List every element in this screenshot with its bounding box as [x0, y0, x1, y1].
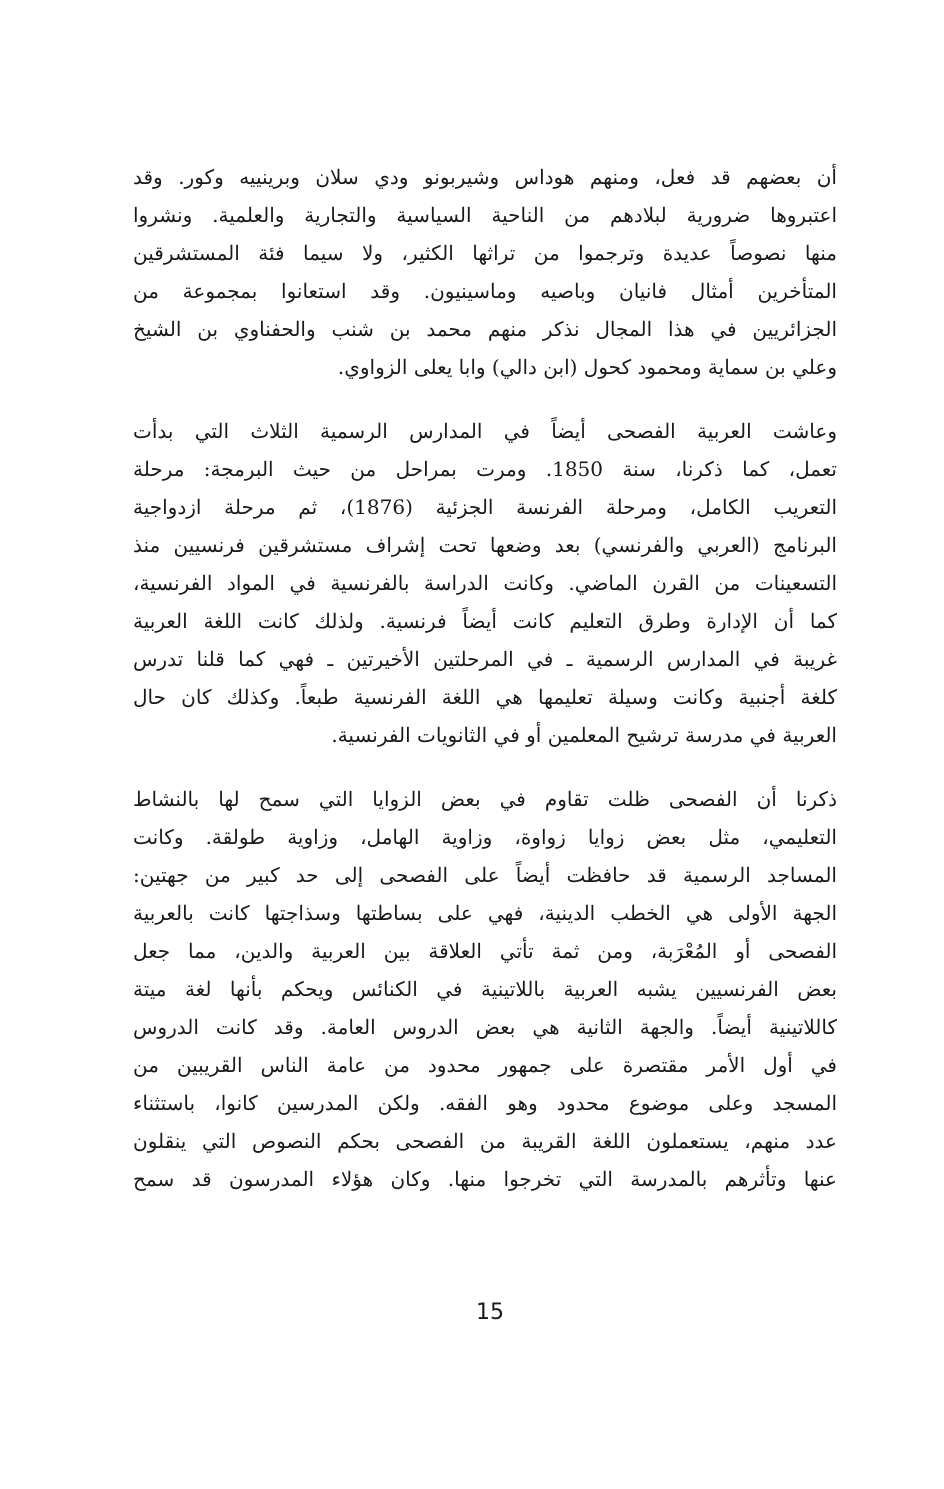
text-line: ذكرنا أن الفصحى ظلت تقاوم في بعض الزوايا التي سمح لها بالنشاط — [133, 787, 837, 811]
text-line: كلغة أجنبية وكانت وسيلة تعليمها هي اللغة الفرنسية طبعاً. وكذلك كان حال — [133, 685, 837, 709]
paragraph-3 — [133, 780, 837, 1198]
text-line: المتأخرين أمثال فانيان وباصيه وماسينيون. وقد استعانوا بمجموعة من — [133, 279, 837, 303]
text-line: بعض الفرنسيين يشبه العربية باللاتينية في الكنائس ويحكم بأنها لغة ميتة — [133, 977, 837, 1001]
paragraph-1 — [133, 158, 837, 386]
text-line: المساجد الرسمية قد حافظت أيضاً على الفصحى إلى حد كبير من جهتين: — [133, 863, 837, 887]
text-line: التعليمي، مثل بعض زوايا زواوة، وزاوية الهامل، وزاوية طولقة. وكانت — [133, 825, 837, 849]
text-line: العربية في مدرسة ترشيح المعلمين أو في الثانويات الفرنسية. — [331, 723, 837, 747]
text-line: منها نصوصاً عديدة وترجموا من تراثها الكثير، ولا سيما فئة المستشرقين — [133, 241, 837, 265]
text-line: كاللاتينية أيضاً. والجهة الثانية هي بعض الدروس العامة. وقد كانت الدروس — [133, 1015, 837, 1039]
text-line: وعاشت العربية الفصحى أيضاً في المدارس الرسمية الثلاث التي بدأت — [133, 419, 837, 443]
text-line: في أول الأمر مقتصرة على جمهور محدود من عامة الناس القريبين من — [133, 1053, 837, 1077]
text-line: التعريب الكامل، ومرحلة الفرنسة الجزئية (1876)، ثم مرحلة ازدواجية — [133, 495, 837, 519]
text-line: الجزائريين في هذا المجال نذكر منهم محمد بن شنب والحفناوي بن الشيخ — [133, 317, 837, 341]
text-line: الفصحى أو المُعْرَبة، ومن ثمة تأتي العلاقة بين العربية والدين، مما جعل — [133, 939, 837, 963]
text-line: التسعينات من القرن الماضي. وكانت الدراسة بالفرنسية في المواد الفرنسية، — [133, 571, 837, 595]
text-line: أن بعضهم قد فعل، ومنهم هوداس وشيربونو ودي سلان وبرينييه وكور. وقد — [133, 165, 837, 189]
text-line: عنها وتأثرهم بالمدرسة التي تخرجوا منها. وكان هؤلاء المدرسون قد سمح — [133, 1167, 837, 1191]
text-line: غريبة في المدارس الرسمية ـ في المرحلتين الأخيرتين ـ فهي كما قلنا تدرس — [133, 647, 837, 671]
text-line: اعتبروها ضرورية لبلادهم من الناحية السياسية والتجارية والعلمية. ونشروا — [133, 203, 837, 227]
text-line: تعمل، كما ذكرنا، سنة 1850. ومرت بمراحل من حيث البرمجة: مرحلة — [133, 457, 837, 481]
text-line: المسجد وعلى موضوع محدود وهو الفقه. ولكن المدرسين كانوا، باستثناء — [133, 1091, 837, 1115]
paragraph-2 — [133, 412, 837, 754]
paragraph-spacer — [133, 386, 837, 412]
text-line: وعلي بن سماية ومحمود كحول (ابن دالي) وابا يعلى الزواوي. — [337, 355, 837, 379]
text-line: كما أن الإدارة وطرق التعليم كانت أيضاً فرنسية. ولذلك كانت اللغة العربية — [133, 609, 837, 633]
paragraph-spacer — [133, 754, 837, 780]
text-line: الجهة الأولى هي الخطب الدينية، فهي على بساطتها وسذاجتها كانت بالعربية — [133, 901, 837, 925]
text-line: عدد منهم، يستعملون اللغة القريبة من الفصحى بحكم النصوص التي ينقلون — [133, 1129, 837, 1153]
body-text — [133, 158, 837, 1198]
text-line: البرنامج (العربي والفرنسي) بعد وضعها تحت إشراف مستشرقين فرنسيين منذ — [133, 533, 837, 557]
page-number: 15 — [476, 1300, 504, 1325]
